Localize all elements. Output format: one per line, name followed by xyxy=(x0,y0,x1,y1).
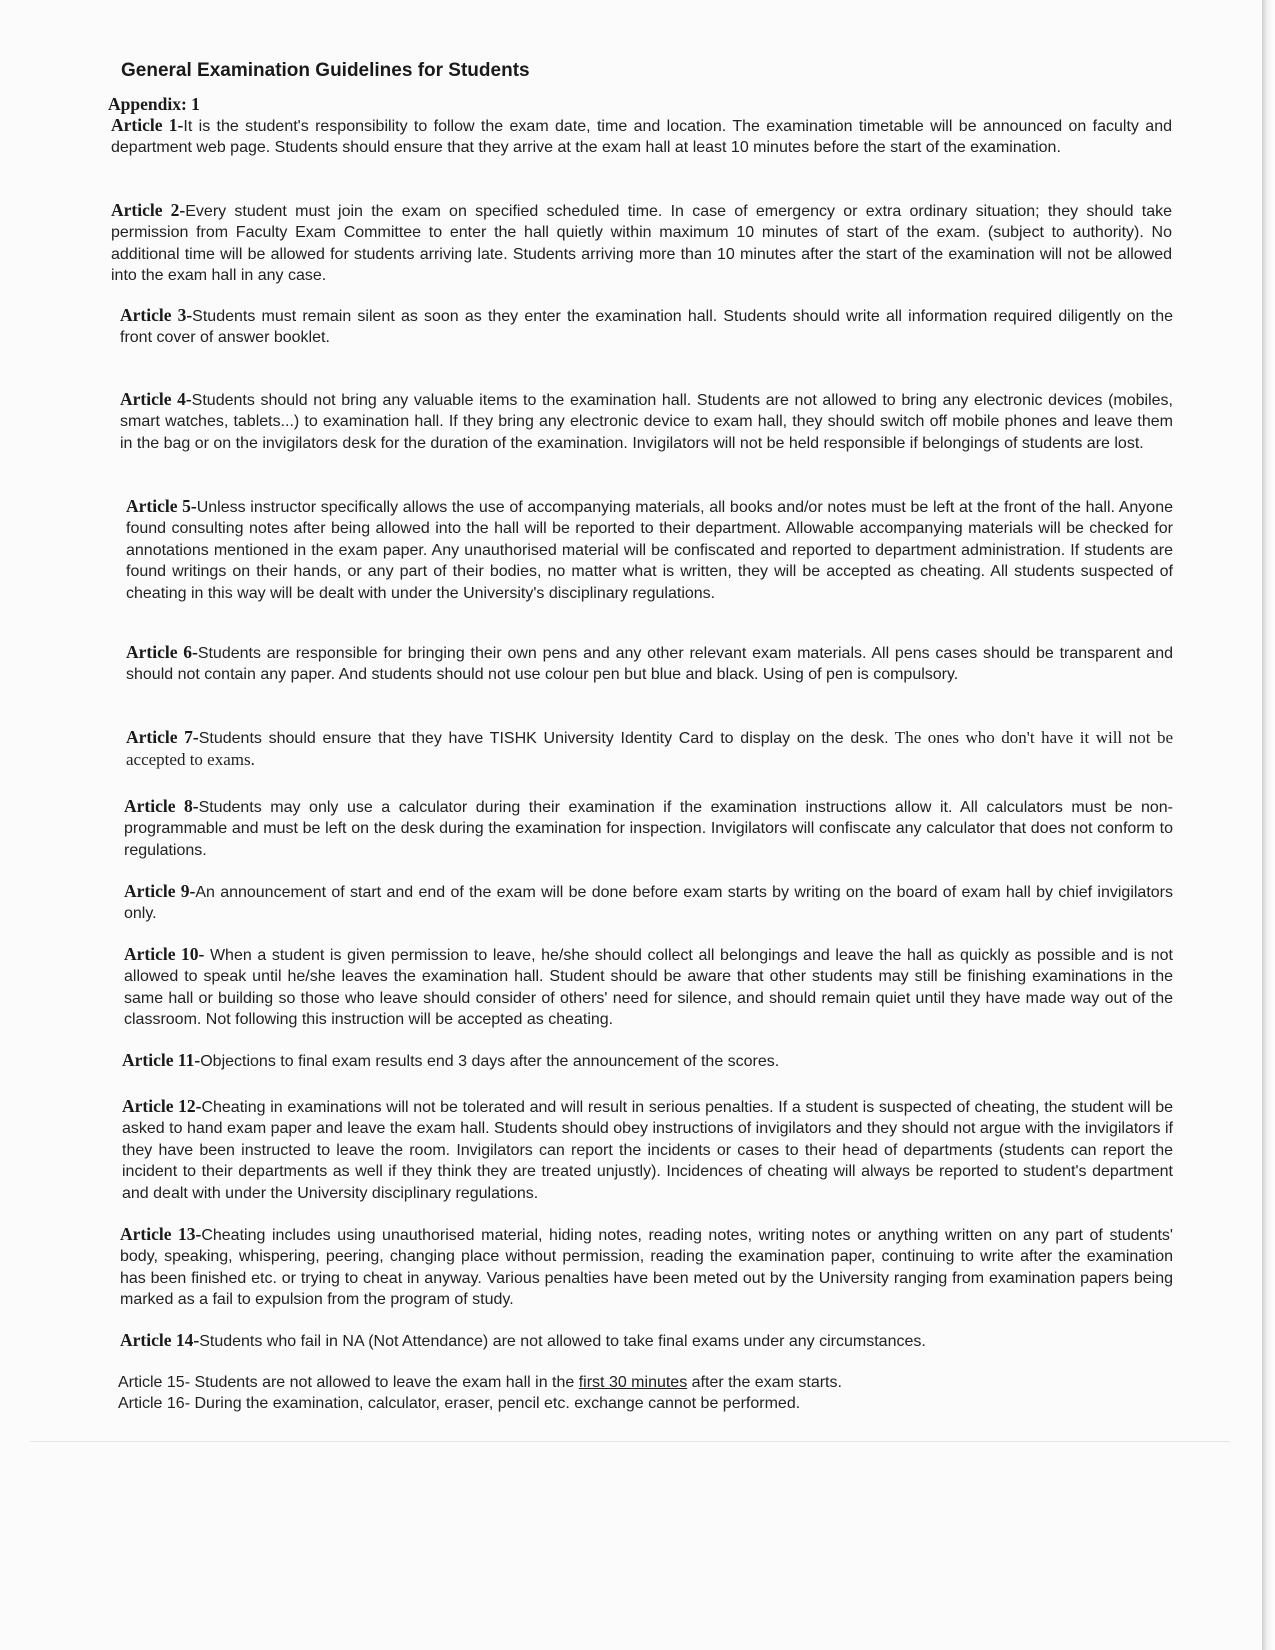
article-11-text: Objections to final exam results end 3 days after the announcement of the scores. xyxy=(200,1053,780,1070)
article-7 xyxy=(126,727,1173,772)
article-15-label: Article 15- xyxy=(118,1374,191,1391)
article-8-label: Article 8- xyxy=(124,796,199,816)
article-16 xyxy=(118,1393,1173,1414)
article-2-text: Every student must join the exam on specified scheduled time. In case of emergency or extra ordinary situation; they should take permission from Faculty Exam Committee to enter the hall quietly within maximum 10 minutes of start of the exam. (subject to authority). No additional time will be allowed for students arriving late. Students arriving more than 10 minutes after the start of the examination will not be allowed into the exam hall in any case. xyxy=(111,203,1172,285)
article-9-label: Article 9- xyxy=(124,881,196,901)
article-5-text: Unless instructor specifically allows the use of accompanying materials, all books and/or notes must be left at the front of the hall. Anyone found consulting notes after being allowed into the hall will be reported to their department. Allowable accompanying materials will be checked for annotations mentioned in the exam paper. Any unauthorised material will be confiscated and reported to department administration. If students are found writings on their hands, or any part of their bodies, no matter what is written, they will be accepted as cheating. All students suspected of cheating in this way will be dealt with under the University's disciplinary regulations. xyxy=(126,499,1174,602)
article-6-text: Students are responsible for bringing their own pens and any other relevant exam materials. All pens cases should be transparent and should not contain any paper. And students should not use colour pen but blue and black. Using of pen is compulsory. xyxy=(126,645,1173,684)
article-3 xyxy=(120,305,1173,349)
scan-artifact-line xyxy=(30,1441,1230,1442)
article-12 xyxy=(122,1096,1173,1204)
article-4-label: Article 4- xyxy=(120,389,192,409)
article-14-label: Article 14- xyxy=(120,1330,200,1350)
article-12-label: Article 12- xyxy=(122,1096,202,1116)
article-11-label: Article 11- xyxy=(122,1050,201,1070)
article-3-label: Article 3- xyxy=(120,305,193,325)
article-3-text: Students must remain silent as soon as they enter the examination hall. Students should write all information required diligently on the front cover of answer booklet. xyxy=(120,308,1173,347)
article-5 xyxy=(126,496,1173,604)
article-14 xyxy=(120,1330,1173,1352)
article-1-text: It is the student's responsibility to follow the exam date, time and location. The examination timetable will be announced on faculty and department web page. Students should ensure that they arrive at the exam hall at least 10 minutes before the start of the examination. xyxy=(111,118,1172,157)
article-1-label: Article 1- xyxy=(111,115,184,135)
article-6-label: Article 6- xyxy=(126,642,198,662)
article-16-label: Article 16- xyxy=(118,1395,191,1412)
appendix-label: Appendix: 1 xyxy=(108,94,200,114)
article-16-text: During the examination, calculator, eraser, pencil etc. exchange cannot be performed. xyxy=(190,1395,801,1412)
article-10-label: Article 10- xyxy=(124,944,205,964)
document-title: General Examination Guidelines for Students xyxy=(121,60,530,81)
article-15-underlined: first 30 minutes xyxy=(578,1374,688,1391)
article-7-label: Article 7- xyxy=(126,727,199,747)
article-4 xyxy=(120,389,1173,454)
article-2 xyxy=(111,200,1172,287)
article-12-text: Cheating in examinations will not be tolerated and will result in serious penalties. If a student is suspected of cheating, the student will be asked to hand exam paper and leave the exam hall. Students should obey instructions of invigilators and they should not argue with the invigilators if they have been instructed to leave the room. Invigilators can report the incidents or cases to their head of departments (students can report the incident to their departments as well if they think they are treated unjustly). Incidences of cheating will always be reported to student's department and dealt with under the University disciplinary regulations. xyxy=(122,1099,1174,1202)
article-15-text: Students are not allowed to leave the exam hall in the xyxy=(190,1374,579,1391)
article-11 xyxy=(122,1050,1173,1072)
article-2-label: Article 2- xyxy=(111,200,186,220)
article-10-text: When a student is given permission to leave, he/she should collect all belongings and leave the hall as quickly as possible and is not allowed to speak until he/she leaves the examination hall. Student should be aware that other students may still be finishing examinations in the same hall or building so those who leave should consider of others' need for silence, and should remain quiet until they have made way out of the classroom. Not following this instruction will be accepted as cheating. xyxy=(124,947,1173,1029)
article-8-text: Students may only use a calculator during their examination if the examination instructions allow it. All calculators must be non-programmable and must be left on the desk during the examination for inspection. Invigilators will confiscate any calculator that does not conform to regulations. xyxy=(124,799,1174,859)
article-15 xyxy=(118,1372,1173,1393)
article-4-text: Students should not bring any valuable items to the examination hall. Students are not allowed to bring any electronic devices (mobiles, smart watches, tablets...) to examination hall. If they bring any electronic device to exam hall, they should switch off mobile phones and leave them in the bag or on the invigilators desk for the duration of the examination. Invigilators will not be held responsible if belongings of students are lost. xyxy=(120,392,1174,452)
article-14-text: Students who fail in NA (Not Attendance) are not allowed to take final exams under any circumstances. xyxy=(199,1333,926,1350)
article-15-after: after the exam starts. xyxy=(687,1374,842,1391)
article-7-tail: The ones who don't have it will not be accepted to exams. xyxy=(126,728,1173,770)
article-13-label: Article 13- xyxy=(120,1224,202,1244)
page-edge xyxy=(1262,0,1275,1650)
article-9-text: An announcement of start and end of the exam will be done before exam starts by writing on the board of exam hall by chief invigilators only. xyxy=(124,884,1173,923)
article-1 xyxy=(111,115,1172,159)
article-9 xyxy=(124,881,1173,925)
article-13-text: Cheating includes using unauthorised material, hiding notes, reading notes, writing notes or anything written on any part of students' body, speaking, whispering, peering, changing place without permission, reading the examination paper, continuing to write after the examination has been finished etc. or trying to cheat in anyway. Various penalties have been meted out by the University ranging from examination papers being marked as a fail to expulsion from the program of study. xyxy=(120,1227,1173,1309)
article-7-text: Students should ensure that they have TISHK University Identity Card to display on the desk. xyxy=(198,730,889,747)
article-8 xyxy=(124,796,1173,861)
article-10 xyxy=(124,944,1173,1031)
article-13 xyxy=(120,1224,1173,1311)
article-5-label: Article 5- xyxy=(126,496,197,516)
article-6 xyxy=(126,642,1173,686)
